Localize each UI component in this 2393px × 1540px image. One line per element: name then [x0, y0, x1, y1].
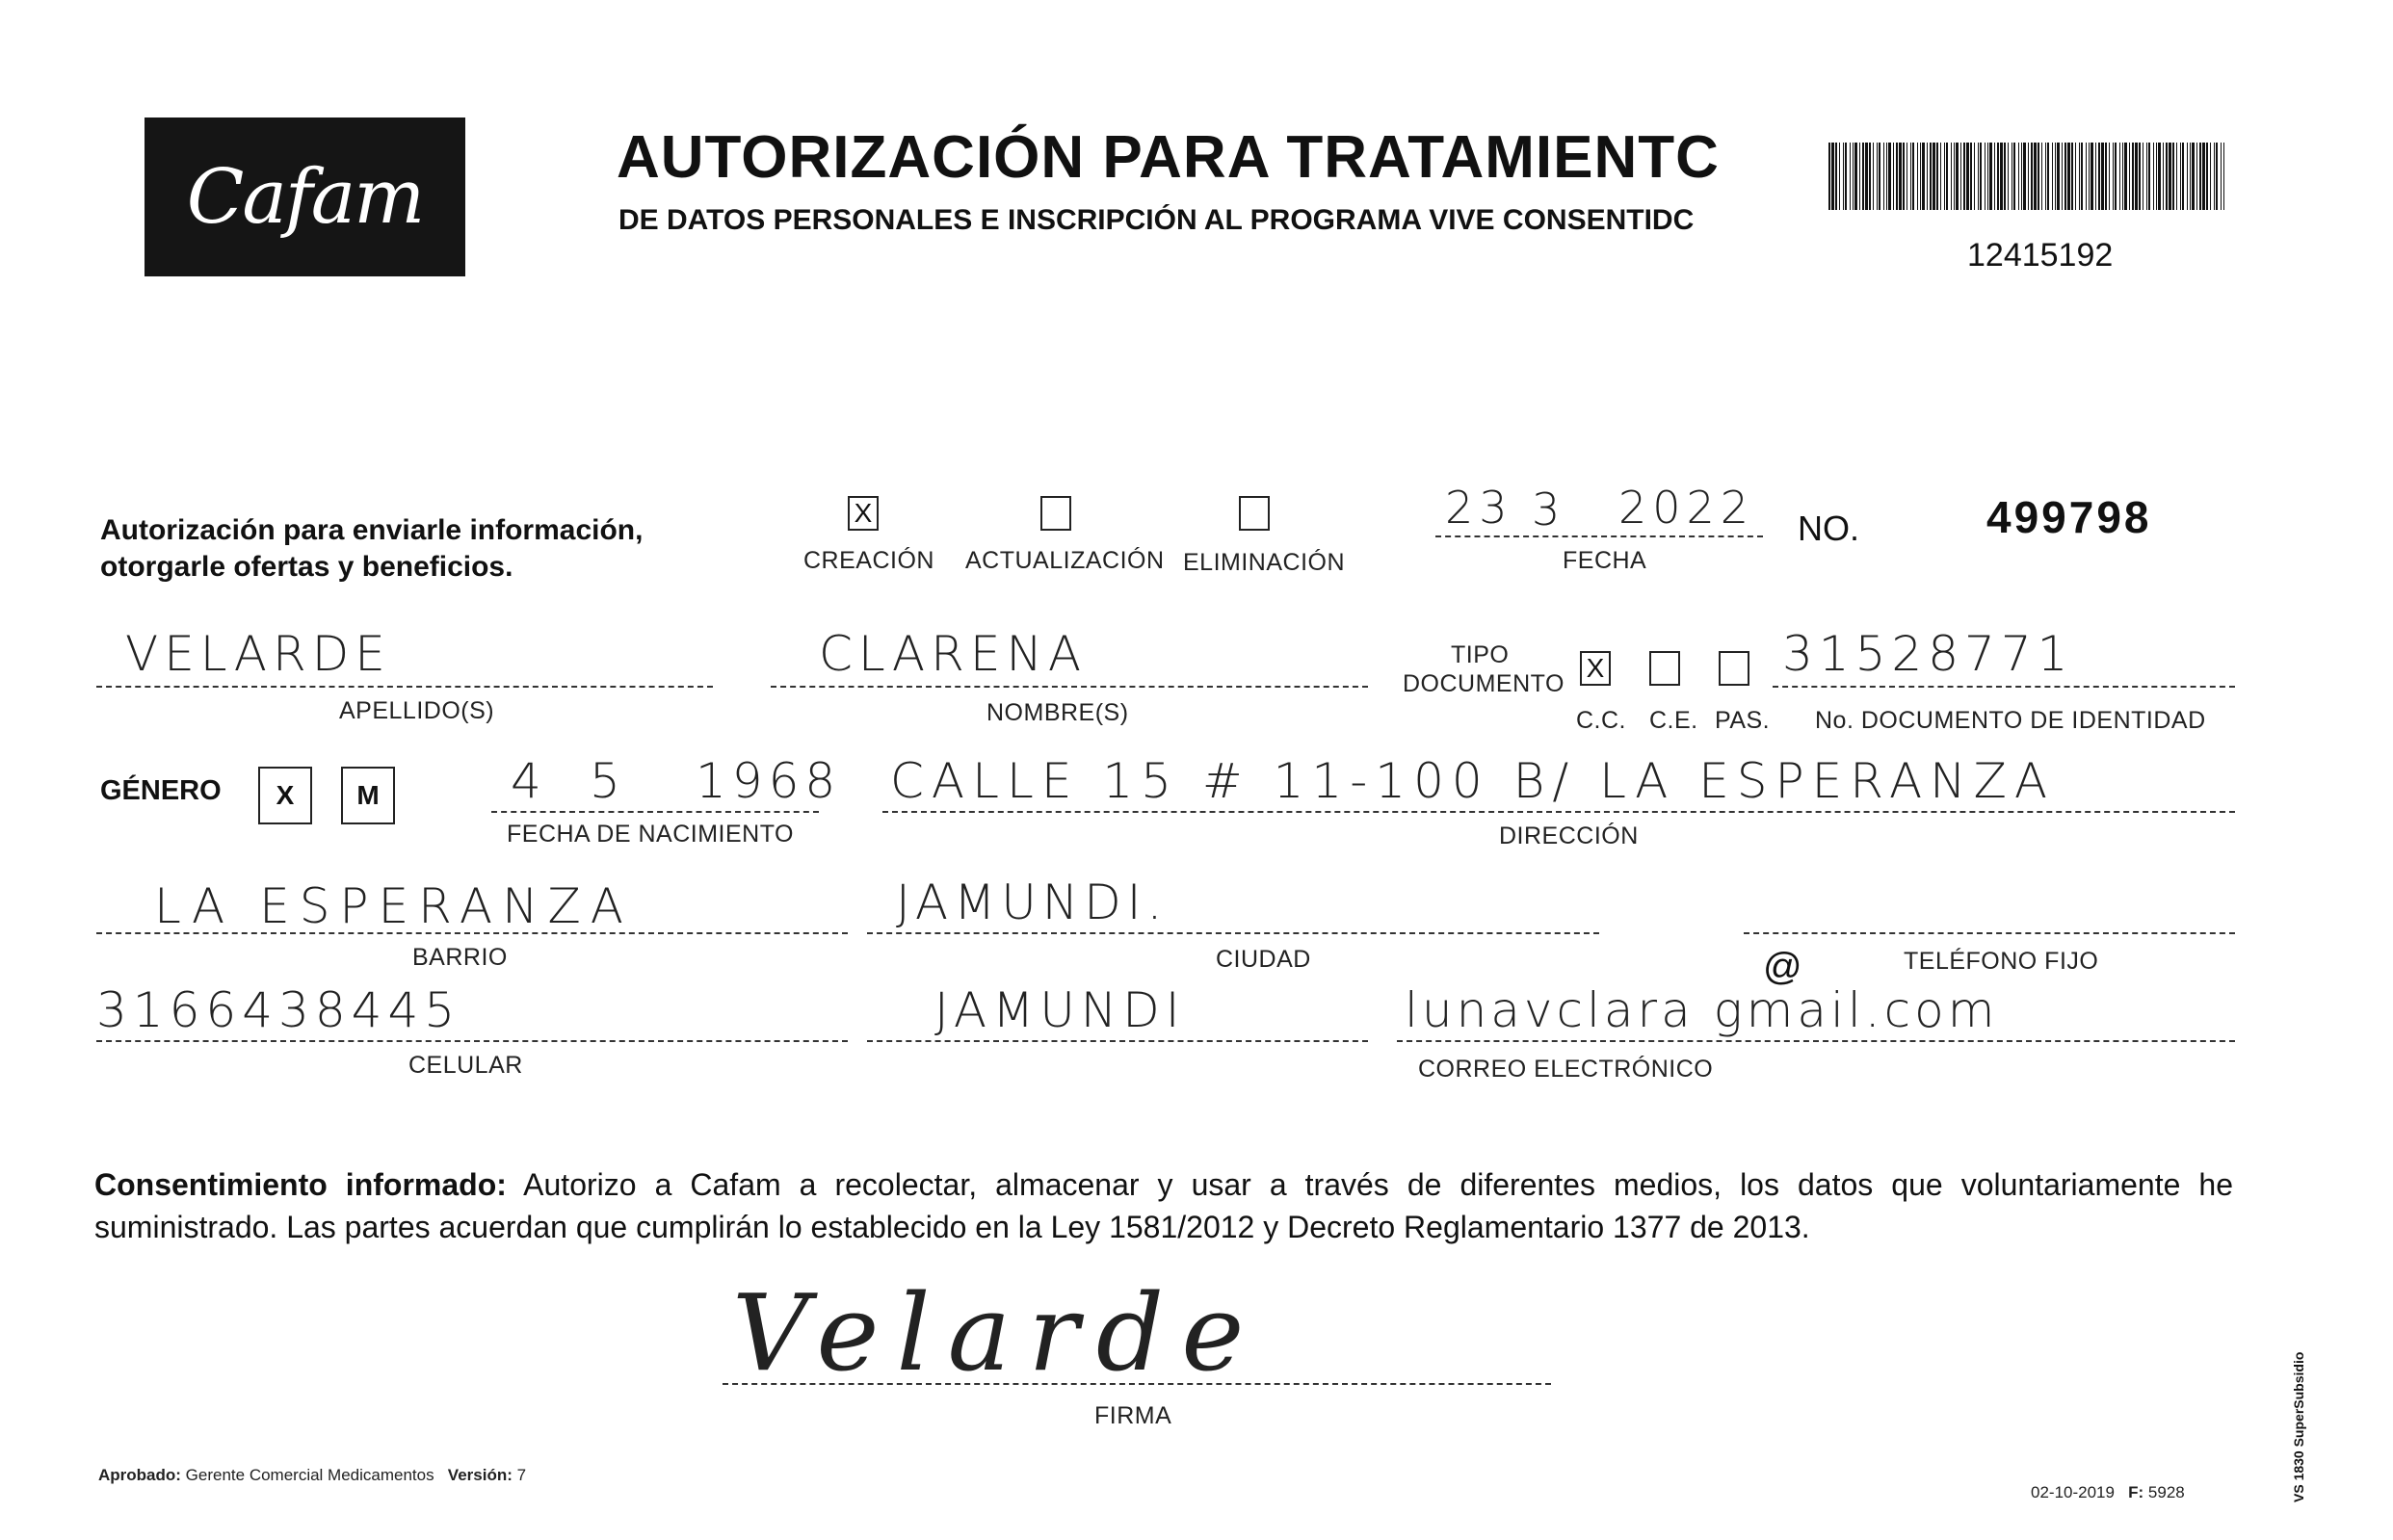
barcode-bar — [2064, 143, 2066, 210]
nombres-label: NOMBRE(S) — [986, 699, 1129, 726]
correo-label: CORREO ELECTRÓNICO — [1418, 1056, 1714, 1083]
fecha-label: FECHA — [1563, 547, 1647, 574]
documento-line — [1773, 686, 2235, 688]
barcode-bar — [2169, 143, 2171, 210]
fecha-year[interactable]: 2022 — [1618, 482, 1755, 534]
cafam-logo — [145, 117, 465, 276]
barcode-bar — [1987, 143, 1988, 210]
barcode-bar — [2004, 143, 2006, 210]
barcode-bar — [2156, 143, 2157, 210]
ciudad-line — [867, 932, 1599, 934]
barcode-bar — [2021, 143, 2022, 210]
barcode-bar — [2153, 143, 2154, 210]
nacimiento-label: FECHA DE NACIMIENTO — [507, 821, 794, 848]
barcode-bar — [2221, 143, 2222, 210]
barcode-bar — [2062, 143, 2063, 210]
barcode-bar — [2199, 143, 2201, 210]
barcode-bar — [2187, 143, 2188, 210]
barcode-bar — [2166, 143, 2168, 210]
direccion-label: DIRECCIÓN — [1499, 822, 1639, 849]
barcode-bar — [2192, 143, 2195, 210]
barcode-bar — [1886, 143, 1887, 210]
form-title: AUTORIZACIÓN PARA TRATAMIENTC — [617, 124, 1720, 191]
barcode-bar — [1994, 143, 1995, 210]
barcode-bar — [1956, 143, 1959, 210]
footer-code — [2031, 1483, 2185, 1502]
barcode-bar — [2124, 143, 2127, 210]
nombres-line — [771, 686, 1368, 688]
pas-checkbox[interactable] — [1719, 651, 1749, 686]
genero-m-checkbox[interactable] — [341, 767, 395, 824]
aprobado-value: Gerente Comercial Medicamentos — [185, 1466, 434, 1484]
barcode-bar — [1910, 143, 1911, 210]
documento-label: No. DOCUMENTO DE IDENTIDAD — [1815, 707, 2206, 734]
form-subtitle: DE DATOS PERSONALES E INSCRIPCIÓN AL PROGRAMA VIVE CONSENTIDC — [618, 204, 1695, 236]
barcode-bar — [1920, 143, 1921, 210]
direccion-value[interactable]: CALLE 15 # 11-100 B/ LA ESPERANZA — [890, 753, 2056, 809]
tipo-label-1: TIPO — [1451, 641, 1510, 668]
ciudad2-value[interactable]: JAMUNDI — [934, 982, 1186, 1038]
barcode-bar — [1974, 143, 1975, 210]
documento-value[interactable]: 31528771 — [1782, 626, 2074, 682]
aprobado-label: Aprobado: — [98, 1466, 181, 1484]
barcode — [1828, 143, 2225, 210]
barcode-bar — [1927, 143, 1928, 210]
cc-checkbox[interactable] — [1580, 651, 1611, 686]
firma-label: FIRMA — [1094, 1402, 1172, 1429]
barcode-bar — [1944, 143, 1945, 210]
barcode-bar — [2067, 143, 2070, 210]
tipo-label-2: DOCUMENTO — [1403, 670, 1565, 697]
barcode-bar — [1877, 143, 1878, 210]
barcode-bar — [2115, 143, 2117, 210]
barcode-bar — [2113, 143, 2114, 210]
barcode-bar — [2079, 143, 2080, 210]
barcode-bar — [1954, 143, 1955, 210]
creacion-checkbox[interactable] — [848, 496, 879, 531]
barcode-bar — [1933, 143, 1935, 210]
barcode-bar — [2095, 143, 2096, 210]
barcode-bar — [2105, 143, 2107, 210]
barcode-bar — [2206, 143, 2208, 210]
direccion-line — [882, 811, 2235, 813]
barcode-bar — [2000, 143, 2003, 210]
barcode-bar — [2091, 143, 2093, 210]
barcode-bar — [2180, 143, 2181, 210]
telefono-label: TELÉFONO FIJO — [1904, 948, 2099, 975]
barcode-bar — [2109, 143, 2110, 210]
barcode-bar — [2119, 143, 2120, 210]
nacimiento-month[interactable]: 5 — [590, 753, 626, 809]
nacimiento-year[interactable]: 1968 — [696, 753, 842, 809]
barcode-bar — [2057, 143, 2060, 210]
barcode-bar — [1912, 143, 1914, 210]
barcode-bar — [2158, 143, 2161, 210]
barcode-bar — [2223, 143, 2224, 210]
numero-value: 499798 — [1986, 492, 2152, 542]
barcode-bar — [1966, 143, 1969, 210]
barrio-line — [96, 932, 848, 934]
barcode-bar — [1936, 143, 1938, 210]
barcode-bar — [1859, 143, 1860, 210]
apellidos-line — [96, 686, 713, 688]
barcode-bar — [1980, 143, 1982, 210]
barcode-bar — [2055, 143, 2056, 210]
barcode-bar — [2038, 143, 2039, 210]
barcode-bar — [2041, 143, 2042, 210]
signature: Velarde — [732, 1271, 1262, 1395]
barcode-bar — [1873, 143, 1874, 210]
barcode-bar — [1888, 143, 1891, 210]
ce-checkbox[interactable] — [1649, 651, 1680, 686]
barcode-bar — [1835, 143, 1837, 210]
cc-mark: X — [1586, 653, 1605, 683]
barcode-bar — [1896, 143, 1898, 210]
barcode-bar — [1951, 143, 1952, 210]
intro-text — [100, 512, 775, 586]
barcode-bar — [2139, 143, 2141, 210]
barcode-bar — [1963, 143, 1965, 210]
barcode-bar — [2135, 143, 2138, 210]
version-value: 7 — [516, 1466, 527, 1484]
apellidos-value[interactable]: VELARDE — [125, 626, 391, 682]
consent-text: Autorizo a Cafam a recolectar, almacenar y usar a través de diferentes medios, los datos que voluntariamente he suministrado. Las partes acuerdan que cumplirán lo establecido en la Ley 1581/2012 y Decreto Reglamentario 1377 de 2013. — [94, 1167, 2234, 1244]
nacimiento-day[interactable]: 4 — [511, 753, 547, 809]
barcode-bar — [1862, 143, 1864, 210]
barcode-bar — [2086, 143, 2087, 210]
barrio-label: BARRIO — [412, 944, 508, 971]
barcode-bar — [1831, 143, 1834, 210]
footer-date: 02-10-2019 — [2031, 1483, 2115, 1501]
barcode-bar — [1917, 143, 1918, 210]
barcode-bar — [1903, 143, 1905, 210]
creacion-mark: X — [854, 498, 873, 528]
genero-f-mark: X — [276, 780, 295, 810]
actualizacion-checkbox[interactable] — [1040, 496, 1071, 531]
barcode-bar — [1893, 143, 1894, 210]
barcode-bar — [2122, 143, 2123, 210]
barcode-bar — [2196, 143, 2197, 210]
barcode-bar — [1997, 143, 1999, 210]
barcode-bar — [1960, 143, 1961, 210]
barcode-bar — [1843, 143, 1844, 210]
barcode-bar — [2214, 143, 2215, 210]
barcode-bar — [1869, 143, 1871, 210]
barcode-bar — [2101, 143, 2104, 210]
barcode-bar — [2028, 143, 2029, 210]
barcode-bar — [2098, 143, 2100, 210]
consent-paragraph — [94, 1163, 2233, 1248]
vertical-supersubsidio: VS 1830 SuperSubsidio — [2291, 1351, 2306, 1502]
correo-line — [1397, 1040, 2235, 1042]
genero-label: GÉNERO — [100, 775, 222, 806]
genero-m-option: M — [356, 780, 380, 810]
f-value: 5928 — [2147, 1483, 2185, 1501]
barcode-bar — [1845, 143, 1847, 210]
barcode-bar — [2210, 143, 2211, 210]
barcode-bar — [2081, 143, 2083, 210]
celular-line — [96, 1040, 848, 1042]
barcode-bar — [2045, 143, 2046, 210]
telefono-line — [1744, 932, 2235, 934]
barcode-bar — [1946, 143, 1948, 210]
barcode-bar — [1899, 143, 1902, 210]
barcode-bar — [1930, 143, 1932, 210]
creacion-label: CREACIÓN — [803, 547, 934, 574]
fecha-line — [1435, 535, 1763, 537]
actualizacion-label: ACTUALIZACIÓN — [965, 547, 1165, 574]
firma-line — [723, 1383, 1551, 1385]
ce-label: C.E. — [1649, 707, 1698, 734]
logo-text: Cafam — [186, 153, 424, 241]
barcode-bar — [2071, 143, 2073, 210]
barcode-bar — [2182, 143, 2184, 210]
barcode-bar — [1879, 143, 1880, 210]
eliminacion-label: ELIMINACIÓN — [1183, 549, 1346, 576]
barcode-bar — [2176, 143, 2177, 210]
intro-line-2: otorgarle ofertas y beneficios. — [100, 551, 513, 583]
correo-at-sign: @ — [1763, 946, 1802, 988]
nombres-value[interactable]: CLARENA — [819, 626, 1088, 682]
barcode-bar — [1989, 143, 1992, 210]
barcode-bar — [2034, 143, 2037, 210]
barcode-bar — [1839, 143, 1840, 210]
barcode-bar — [1883, 143, 1884, 210]
eliminacion-checkbox[interactable] — [1239, 496, 1270, 531]
intro-line-1: Autorización para enviarle información, — [100, 514, 644, 546]
ciudad-value[interactable]: JAMUNDI. — [896, 874, 1169, 930]
celular-value[interactable]: 3166438445 — [96, 982, 461, 1038]
barcode-bar — [1940, 143, 1941, 210]
barcode-bar — [2013, 143, 2015, 210]
footer-approved — [98, 1466, 526, 1485]
barcode-bar — [1970, 143, 1972, 210]
celular-label: CELULAR — [408, 1052, 523, 1079]
barcode-bar — [2190, 143, 2191, 210]
barcode-bar — [1828, 143, 1830, 210]
version-label: Versión: — [447, 1466, 513, 1484]
correo-value[interactable]: lunavclara gmail.com — [1405, 982, 1999, 1038]
barcode-bar — [2018, 143, 2019, 210]
barcode-bar — [2148, 143, 2150, 210]
barcode-bar — [1853, 143, 1854, 210]
barcode-bar — [1850, 143, 1851, 210]
barcode-bar — [2052, 143, 2053, 210]
barcode-bar — [1922, 143, 1925, 210]
barcode-bar — [2163, 143, 2164, 210]
barcode-bar — [2172, 143, 2174, 210]
barcode-bar — [2129, 143, 2130, 210]
barcode-bar — [2008, 143, 2009, 210]
barcode-bar — [2132, 143, 2134, 210]
fecha-day[interactable]: 23 — [1445, 482, 1513, 534]
barcode-bar — [1854, 143, 1857, 210]
barcode-bar — [2202, 143, 2205, 210]
apellidos-label: APELLIDO(S) — [339, 697, 495, 724]
barcode-bar — [2075, 143, 2076, 210]
barcode-bar — [1978, 143, 1979, 210]
barcode-bar — [2146, 143, 2147, 210]
f-label: F: — [2128, 1483, 2144, 1501]
barcode-bar — [1865, 143, 1868, 210]
barrio-value[interactable]: LA ESPERANZA — [154, 878, 633, 934]
consent-heading: Consentimiento informado: — [94, 1167, 507, 1202]
ciudad-label: CIUDAD — [1216, 946, 1311, 973]
barcode-number: 12415192 — [1967, 237, 2114, 274]
pas-label: PAS. — [1715, 707, 1771, 734]
barcode-bar — [2216, 143, 2218, 210]
barcode-bar — [2023, 143, 2026, 210]
ciudad2-line — [867, 1040, 1368, 1042]
fecha-month[interactable]: 3 — [1532, 483, 1566, 535]
barcode-bar — [2089, 143, 2090, 210]
genero-f-checkbox[interactable] — [258, 767, 312, 824]
nacimiento-line — [491, 811, 819, 813]
numero-label: NO. — [1798, 509, 1860, 548]
barcode-bar — [2047, 143, 2049, 210]
cc-label: C.C. — [1576, 707, 1626, 734]
barcode-bar — [2031, 143, 2033, 210]
